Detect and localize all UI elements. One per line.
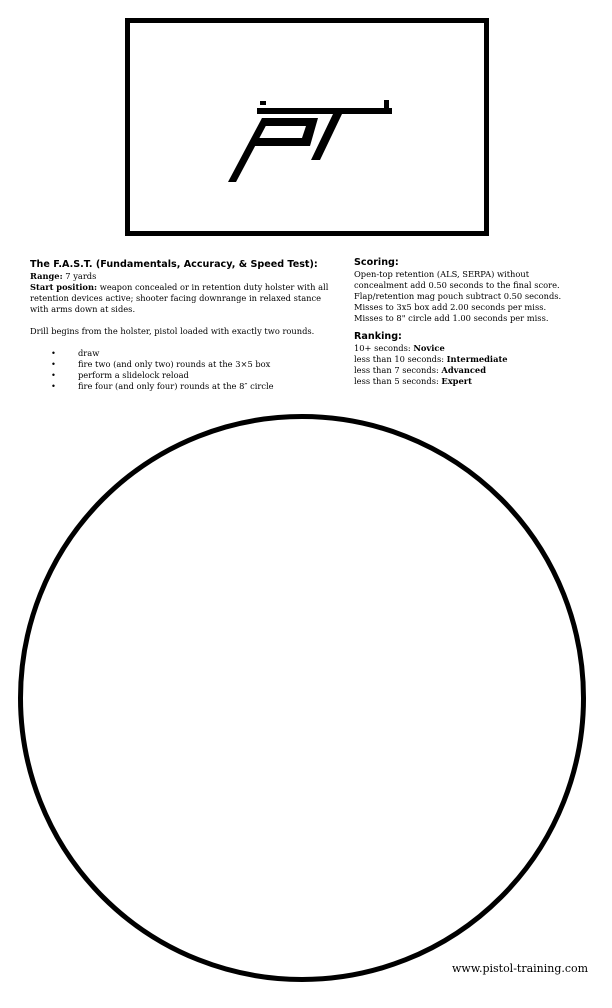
range-line (30, 271, 340, 282)
ranking-level: Novice (413, 343, 445, 353)
scoring-and-ranking (354, 257, 584, 387)
start-position-value: weapon concealed or in retention duty holster with all retention devices active; shooter facing downrange in relaxed stance with arms down at sides. (30, 282, 329, 314)
pistol-training-logo-icon (220, 78, 395, 188)
ranking-line (354, 354, 584, 365)
three-by-five-target-box (125, 18, 489, 236)
ranking-line (354, 343, 584, 354)
list-item: • fire two (and only two) rounds at the 3×5 box (78, 359, 340, 370)
drill-intro: Drill begins from the holster, pistol loaded with exactly two rounds. (30, 326, 315, 336)
range-label: Range: (30, 271, 63, 281)
start-position-line (30, 282, 340, 315)
ranking-line (354, 365, 584, 376)
drill-title: The F.A.S.T. (Fundamentals, Accuracy, & Speed Test): (30, 259, 318, 270)
ranking-level: Intermediate (446, 354, 508, 364)
scoring-line: Flap/retention mag pouch subtract 0.50 seconds. (354, 291, 562, 301)
eight-inch-circle-target (18, 414, 589, 982)
ranking-prefix: less than 5 seconds: (354, 376, 442, 386)
ranking-line (354, 376, 584, 387)
scoring-line: Misses to 8" circle add 1.00 seconds per miss. (354, 313, 549, 323)
drill-description (30, 259, 340, 392)
ranking-level: Expert (441, 376, 472, 386)
ranking-level: Advanced (441, 365, 487, 375)
ranking-prefix: less than 10 seconds: (354, 354, 447, 364)
ranking-title: Ranking: (354, 331, 402, 342)
list-item: • fire four (and only four) rounds at the 8″ circle (78, 381, 340, 392)
list-item: • draw (78, 348, 340, 359)
ranking-prefix: less than 7 seconds: (354, 365, 442, 375)
scoring-line: Misses to 3x5 box add 2.00 seconds per miss. (354, 302, 547, 312)
drill-steps-list (30, 348, 340, 392)
range-value: 7 yards (62, 271, 97, 281)
list-item: • perform a slidelock reload (78, 370, 340, 381)
scoring-line: Open-top retention (ALS, SERPA) without concealment add 0.50 seconds to the final score. (354, 269, 560, 290)
ranking-prefix: 10+ seconds: (354, 343, 414, 353)
start-position-label: Start position: (30, 282, 98, 292)
scoring-title: Scoring: (354, 257, 399, 268)
footer-url: www.pistol-training.com (452, 962, 589, 975)
